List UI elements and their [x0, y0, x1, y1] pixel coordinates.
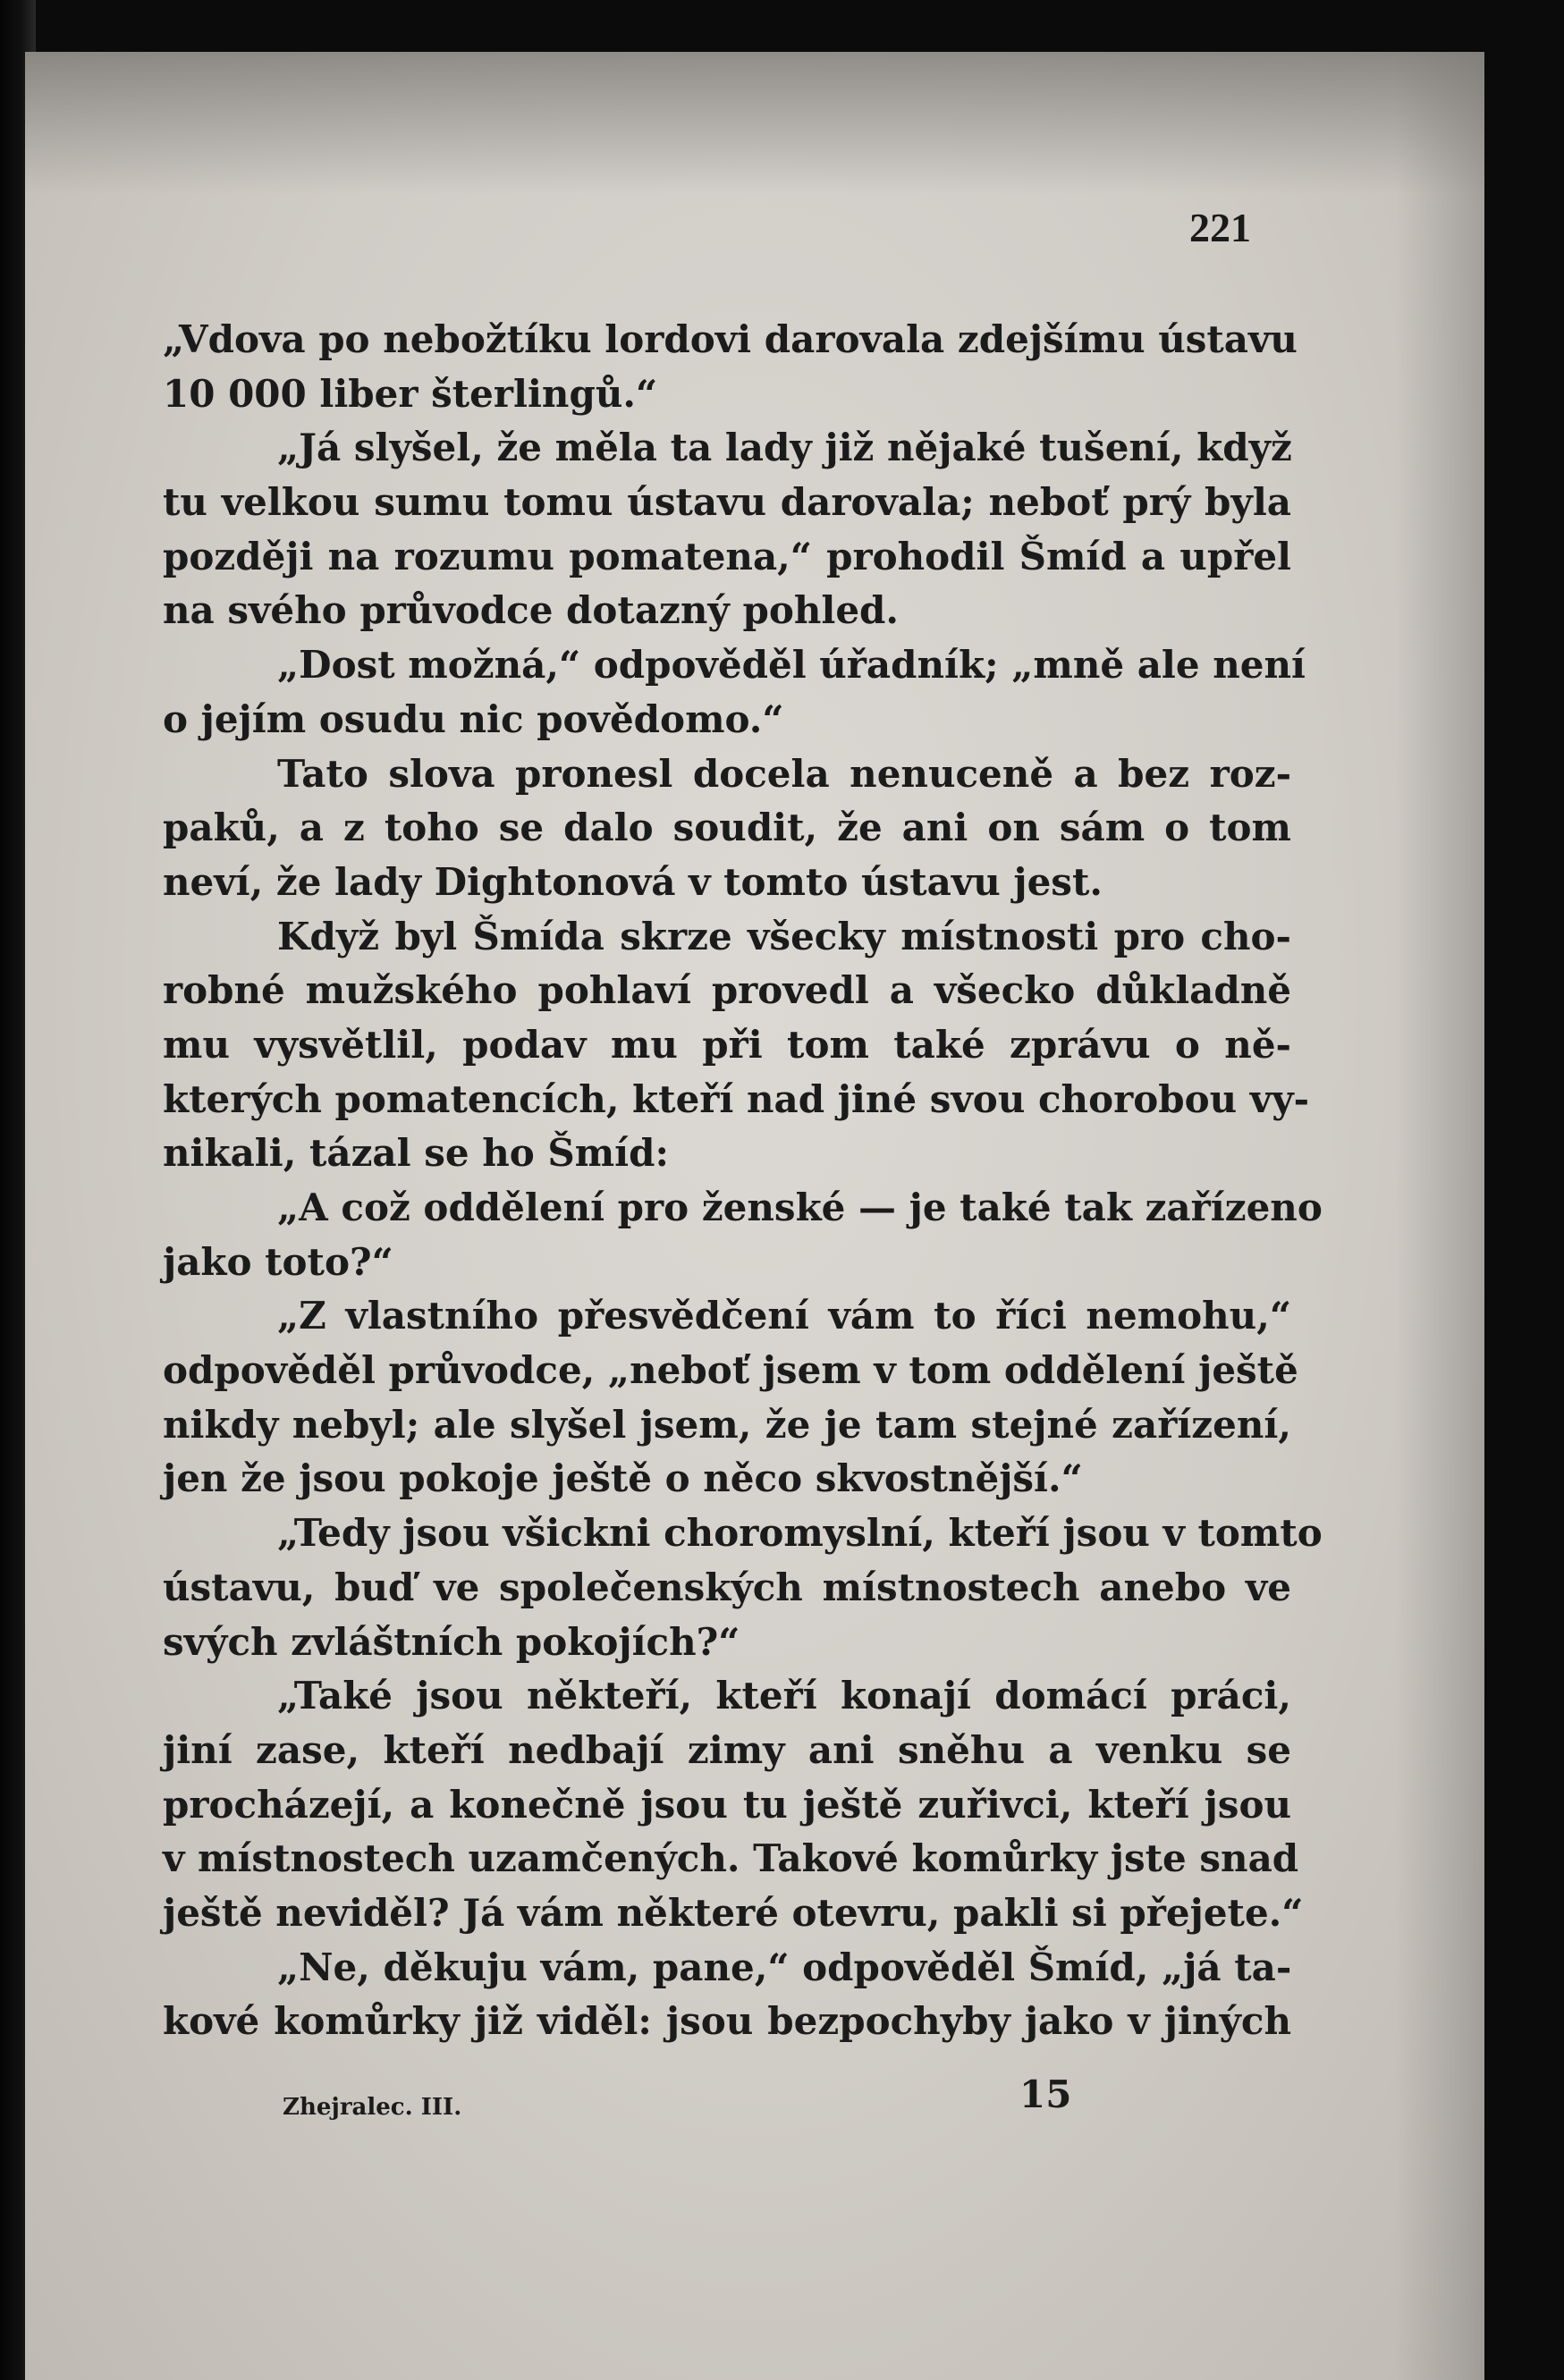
text-line: paků, a z toho se dalo soudit, že ani on sám o tom	[163, 806, 1291, 850]
page-number: 221	[1189, 205, 1251, 250]
text-line: o jejím osudu nic povědomo.“	[163, 696, 784, 741]
text-line: v místnostech uzamčených. Takové komůrky jste snad	[163, 1836, 1299, 1881]
text-line: svých zvláštních pokojích?“	[163, 1619, 740, 1664]
text-line: jiní zase, kteří nedbají zimy ani sněhu a venku se	[163, 1727, 1291, 1772]
text-line: „Také jsou někteří, kteří konají domácí práci,	[277, 1674, 1291, 1718]
text-line: ústavu, buď ve společenských místnostech anebo ve	[163, 1565, 1291, 1609]
text-line: „Tedy jsou všickni choromyslní, kteří jsou v tomto	[277, 1511, 1323, 1556]
text-line: nikali, tázal se ho Šmíd:	[163, 1131, 669, 1176]
text-line: „A což oddělení pro ženské — je také tak zařízeno	[277, 1186, 1323, 1229]
text-line: Když byl Šmída skrze všecky místnosti pro cho-	[277, 914, 1291, 958]
text-line: kterých pomatencích, kteří nad jiné svou chorobou vy-	[163, 1076, 1310, 1121]
text-line: neví, že lady Dightonová v tomto ústavu jest.	[163, 859, 1103, 904]
paper-shadow-top	[25, 52, 1484, 195]
text-line: „Z vlastního přesvědčení vám to říci nemohu,“	[277, 1294, 1291, 1338]
text-line: Tato slova pronesl docela nenuceně a bez roz-	[277, 751, 1291, 796]
text-line: tu velkou sumu tomu ústavu darovala; neboť prý byla	[163, 480, 1291, 525]
text-line: později na rozumu pomatena,“ prohodil Šmíd a upřel	[163, 534, 1291, 578]
footer-sheet-number: 15	[1019, 2072, 1072, 2116]
text-line: na svého průvodce dotazný pohled.	[163, 588, 900, 633]
text-line: jako toto?“	[163, 1239, 393, 1284]
text-line: ještě neviděl? Já vám některé otevru, pakli si přejete.“	[163, 1890, 1304, 1935]
text-line: „Dost možná,“ odpověděl úřadník; „mně ale není	[277, 643, 1306, 688]
footer-signature: Zhejralec. III.	[283, 2094, 462, 2121]
text-line: nikdy nebyl; ale slyšel jsem, že je tam stejné zařízení,	[163, 1402, 1291, 1447]
text-line: mu vysvětlil, podav mu při tom také zprávu o ně-	[163, 1022, 1291, 1067]
paper-shadow-right	[1395, 52, 1484, 2380]
text-line: kové komůrky již viděl: jsou bezpochyby jako v jiných	[163, 1999, 1291, 2044]
text-line: jen že jsou pokoje ještě o něco skvostnější.“	[163, 1456, 1083, 1501]
body-text	[163, 313, 1323, 2049]
text-line: „Ne, děkuju vám, pane,“ odpověděl Šmíd, „já ta-	[277, 1945, 1292, 1989]
text-line: „Já slyšel, že měla ta lady již nějaké tušení, když	[277, 426, 1292, 470]
text-line: robné mužského pohlaví provedl a všecko důkladně	[163, 968, 1291, 1013]
text-line: procházejí, a konečně jsou tu ještě zuřivci, kteří jsou	[163, 1782, 1291, 1827]
text-line: odpověděl průvodce, „neboť jsem v tom oddělení ještě	[163, 1348, 1298, 1393]
text-line: „Vdova po nebožtíku lordovi darovala zdejšímu ústavu	[163, 317, 1298, 361]
text-line: 10 000 liber šterlingů.“	[163, 371, 658, 416]
